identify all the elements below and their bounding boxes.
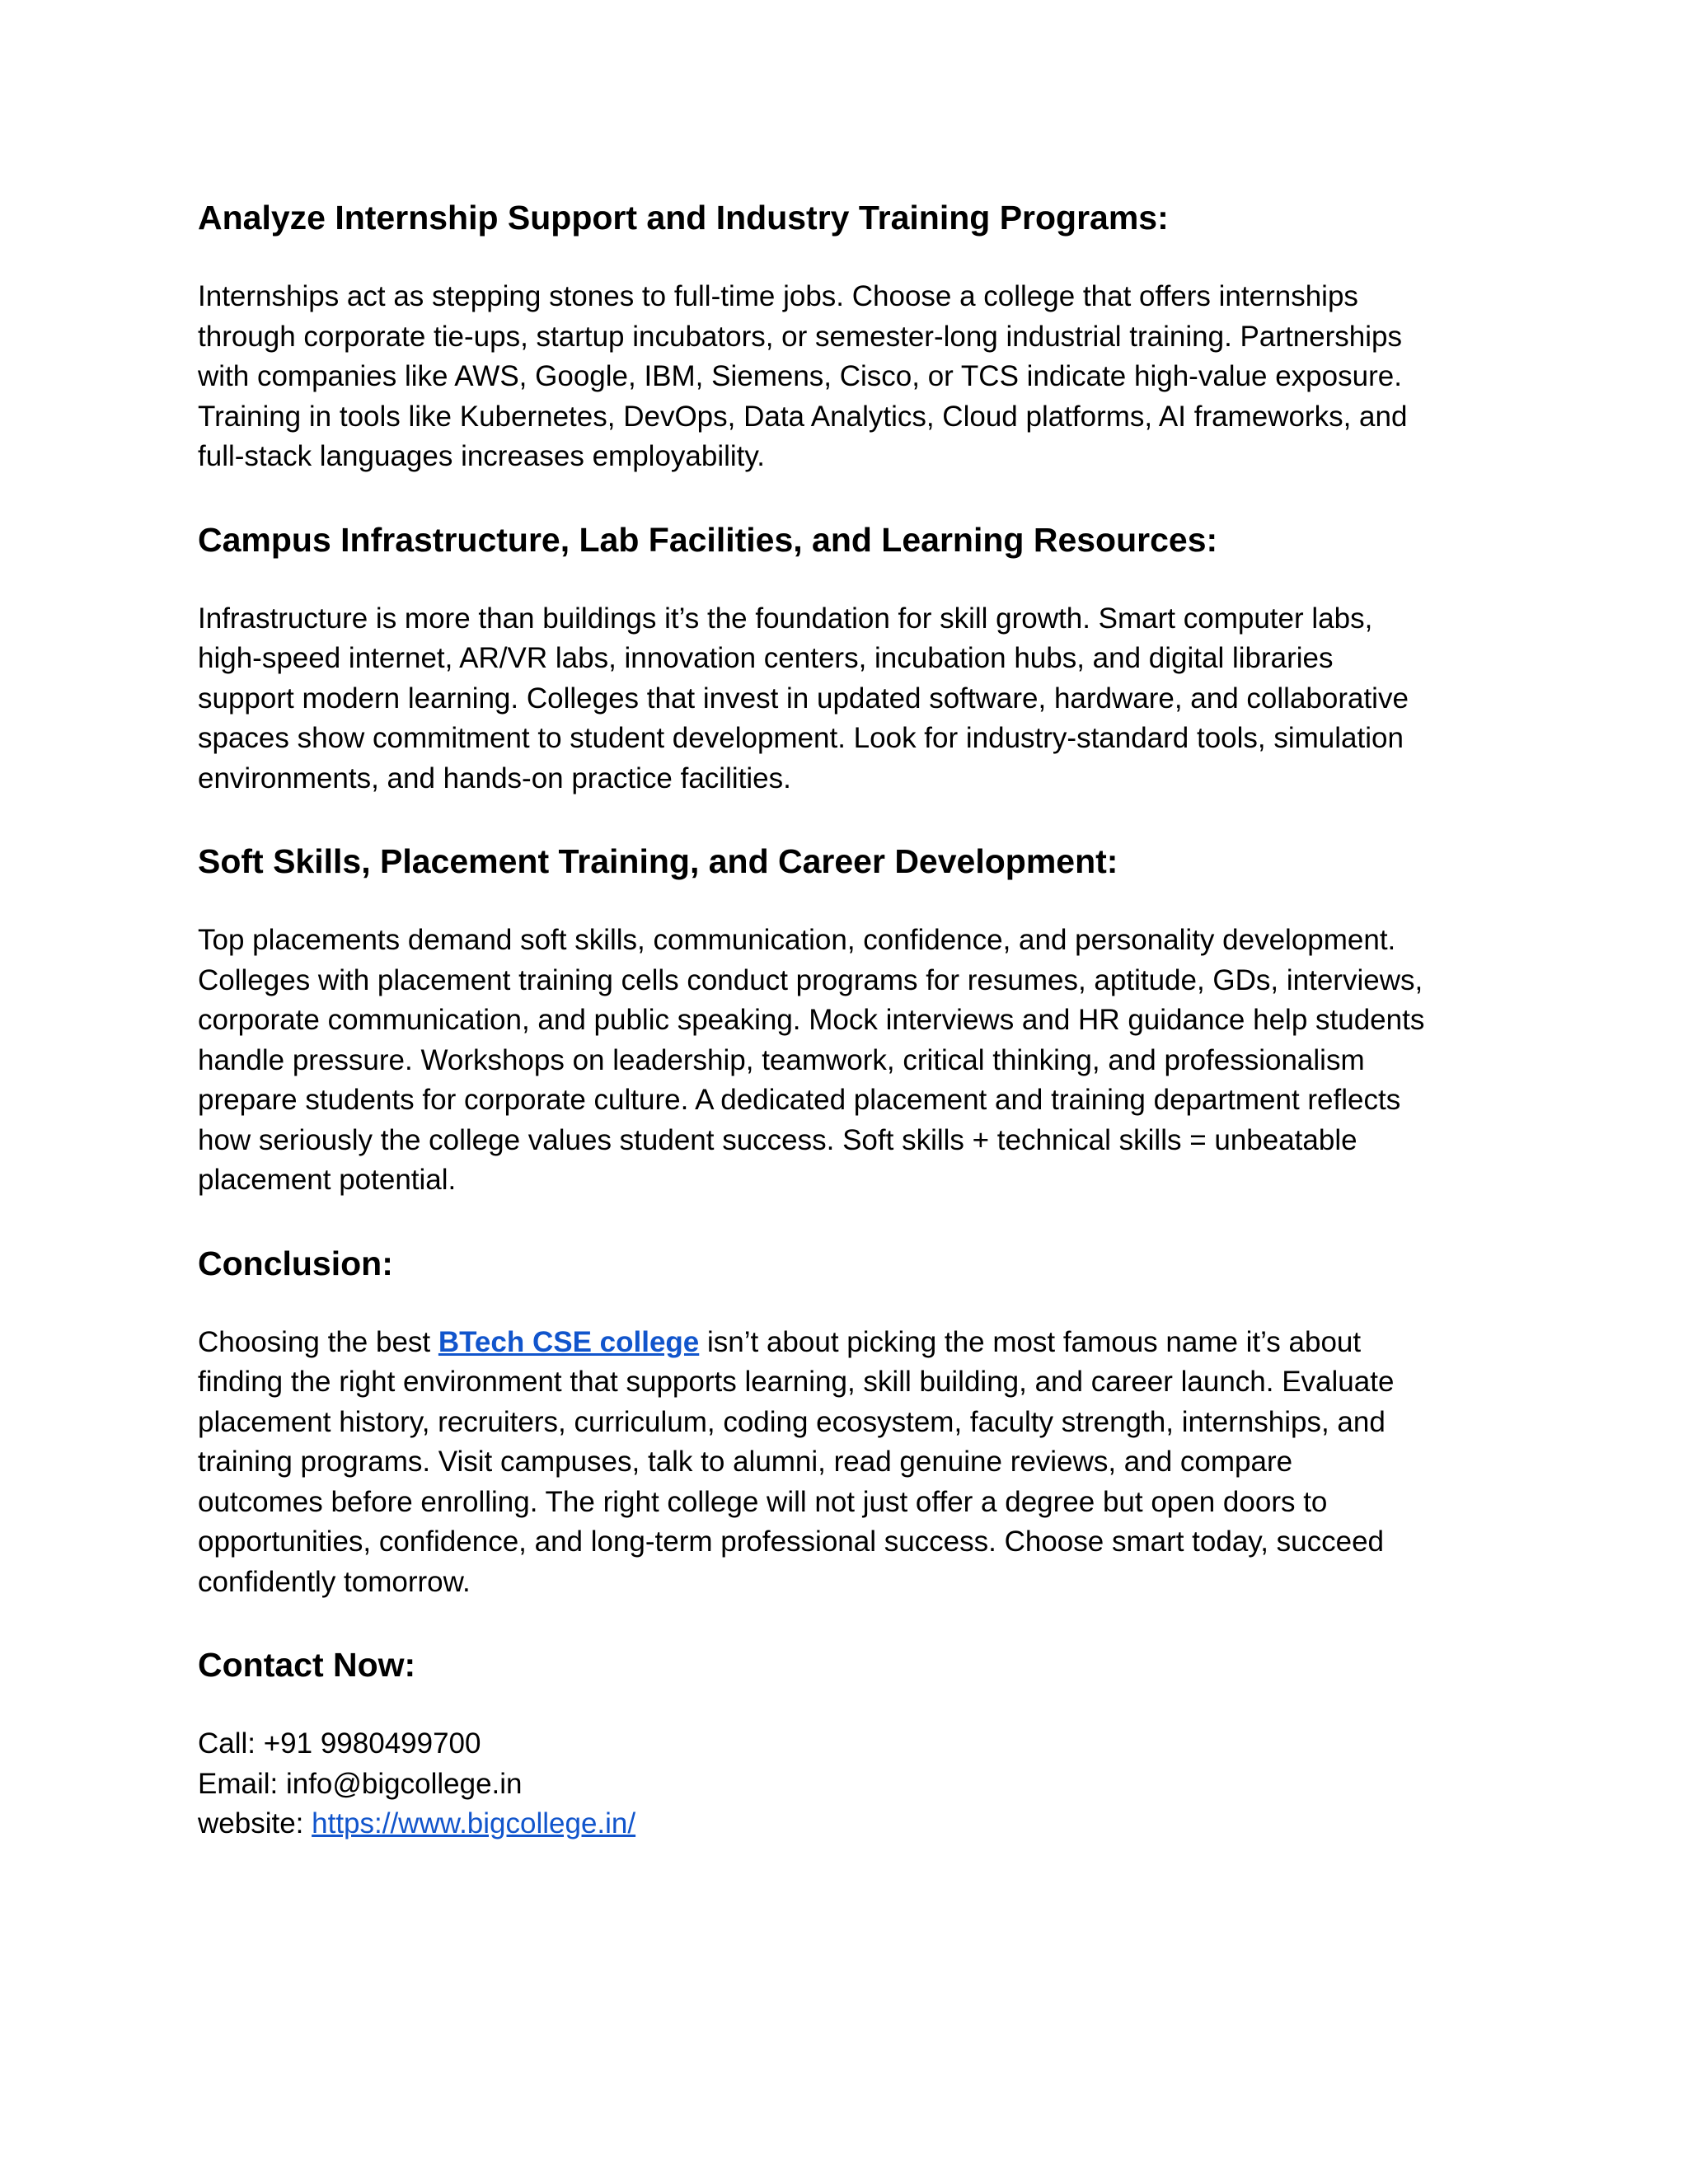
- section-paragraph-internship: [198, 277, 1517, 477]
- paragraph-line: confidently tomorrow.: [198, 1565, 471, 1598]
- paragraph-line: Infrastructure is more than buildings it’s the foundation for skill growth. Smart computer labs,: [198, 602, 1373, 635]
- paragraph-line: with companies like AWS, Google, IBM, Siemens, Cisco, or TCS indicate high-value exposure.: [198, 360, 1402, 392]
- paragraph-line: finding the right environment that supports learning, skill building, and career launch. Evaluate: [198, 1366, 1395, 1398]
- paragraph-line: [198, 1323, 1517, 1363]
- document-page: [198, 196, 1517, 1886]
- section-paragraph-soft-skills: [198, 921, 1517, 1201]
- section-heading-infrastructure: Campus Infrastructure, Lab Facilities, and Learning Resources:: [198, 520, 1218, 559]
- paragraph-line: support modern learning. Colleges that invest in updated software, hardware, and collaborative: [198, 682, 1409, 715]
- paragraph-line: placement potential.: [198, 1164, 457, 1196]
- paragraph-line: environments, and hands-on practice facilities.: [198, 762, 791, 794]
- paragraph-line: Colleges with placement training cells conduct programs for resumes, aptitude, GDs, interviews,: [198, 963, 1423, 996]
- section-paragraph-conclusion: [198, 1323, 1517, 1603]
- section-heading-internship: Analyze Internship Support and Industry Training Programs:: [198, 199, 1169, 237]
- paragraph-line: full-stack languages increases employability.: [198, 440, 766, 472]
- section-heading-soft-skills: Soft Skills, Placement Training, and Career Development:: [198, 842, 1118, 880]
- paragraph-line: placement history, recruiters, curriculum, coding ecosystem, faculty strength, internships, and: [198, 1405, 1386, 1438]
- conclusion-text-before-link: Choosing the best: [198, 1325, 438, 1358]
- section-paragraph-infrastructure: [198, 599, 1517, 799]
- paragraph-line: opportunities, confidence, and long-term professional success. Choose smart today, succeed: [198, 1526, 1385, 1558]
- paragraph-line: Top placements demand soft skills, communication, confidence, and personality development.: [198, 924, 1396, 956]
- website-link[interactable]: https://www.bigcollege.in/: [312, 1807, 636, 1840]
- paragraph-line: high-speed internet, AR/VR labs, innovation centers, incubation hubs, and digital libraries: [198, 642, 1334, 674]
- paragraph-line: corporate communication, and public speaking. Mock interviews and HR guidance help students: [198, 1004, 1425, 1036]
- paragraph-line: Training in tools like Kubernetes, DevOps, Data Analytics, Cloud platforms, AI frameworks, and: [198, 400, 1408, 433]
- paragraph-line: prepare students for corporate culture. A dedicated placement and training department reflects: [198, 1084, 1401, 1116]
- contact-email: Email: info@bigcollege.in: [198, 1767, 523, 1800]
- paragraph-line: training programs. Visit campuses, talk to alumni, read genuine reviews, and compare: [198, 1446, 1293, 1478]
- paragraph-line: through corporate tie-ups, startup incubators, or semester-long industrial training. Partnerships: [198, 320, 1403, 353]
- section-heading-conclusion: Conclusion:: [198, 1244, 393, 1282]
- paragraph-line: Internships act as stepping stones to full-time jobs. Choose a college that offers internships: [198, 280, 1358, 312]
- btech-cse-college-link[interactable]: BTech CSE college: [438, 1325, 700, 1358]
- section-heading-contact: Contact Now:: [198, 1646, 416, 1684]
- paragraph-line: how seriously the college values student success. Soft skills + technical skills = unbeatable: [198, 1123, 1357, 1156]
- paragraph-line: handle pressure. Workshops on leadership, teamwork, critical thinking, and professionalism: [198, 1043, 1365, 1076]
- contact-call: Call: +91 9980499700: [198, 1727, 481, 1760]
- contact-website-label: website:: [198, 1807, 312, 1840]
- contact-website: [198, 1804, 1517, 1844]
- paragraph-line: spaces show commitment to student development. Look for industry-standard tools, simulation: [198, 722, 1404, 754]
- conclusion-text-after-link: isn’t about picking the most famous name it’s about: [699, 1325, 1362, 1358]
- paragraph-line: outcomes before enrolling. The right college will not just offer a degree but open doors to: [198, 1485, 1328, 1518]
- contact-details: [198, 1724, 1517, 1844]
